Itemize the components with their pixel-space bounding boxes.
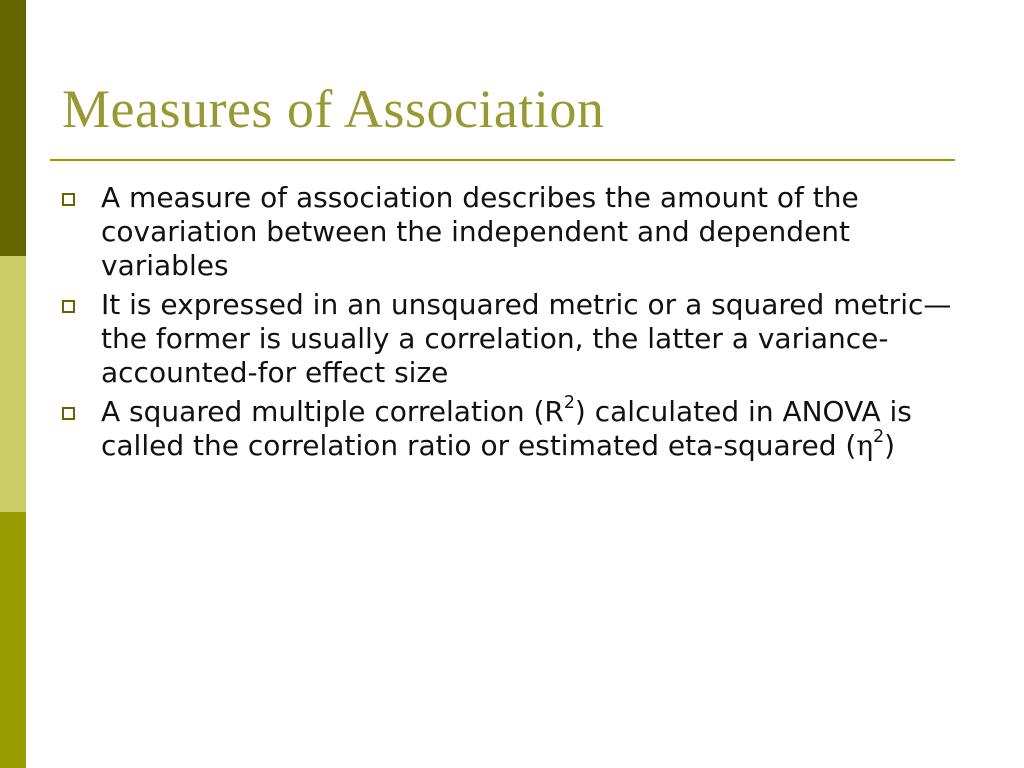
bullet-item [62, 288, 982, 390]
bullet-list [62, 181, 982, 468]
bullet-item [62, 395, 982, 463]
superscript-two: 2 [873, 427, 885, 448]
hollow-square-bullet-icon [62, 300, 75, 313]
title-divider [50, 159, 955, 161]
hollow-square-bullet-icon [62, 407, 75, 420]
bullet-text [101, 395, 912, 462]
side-band-middle [0, 256, 26, 512]
bullet-text: It is expressed in an unsquared metric or a squared metric—the former is usually a correlation, the latter a variance-accounted-for effect size [101, 288, 952, 389]
side-band-bottom [0, 512, 26, 768]
superscript-two: 2 [563, 393, 575, 414]
eta-symbol: η [856, 429, 874, 462]
bullet-text-part: ) [884, 429, 896, 462]
hollow-square-bullet-icon [62, 193, 75, 206]
bullet-text-part: A squared multiple correlation (R [101, 395, 564, 428]
side-band-top [0, 0, 26, 256]
slide-title: Measures of Association [62, 79, 605, 139]
bullet-text-part: ) calculated in ANOVA is called the correlation ratio or estimated eta-squared ( [101, 395, 912, 462]
bullet-item [62, 181, 982, 283]
bullet-text: A measure of association describes the amount of the covariation between the independent and dependent variables [101, 181, 859, 282]
